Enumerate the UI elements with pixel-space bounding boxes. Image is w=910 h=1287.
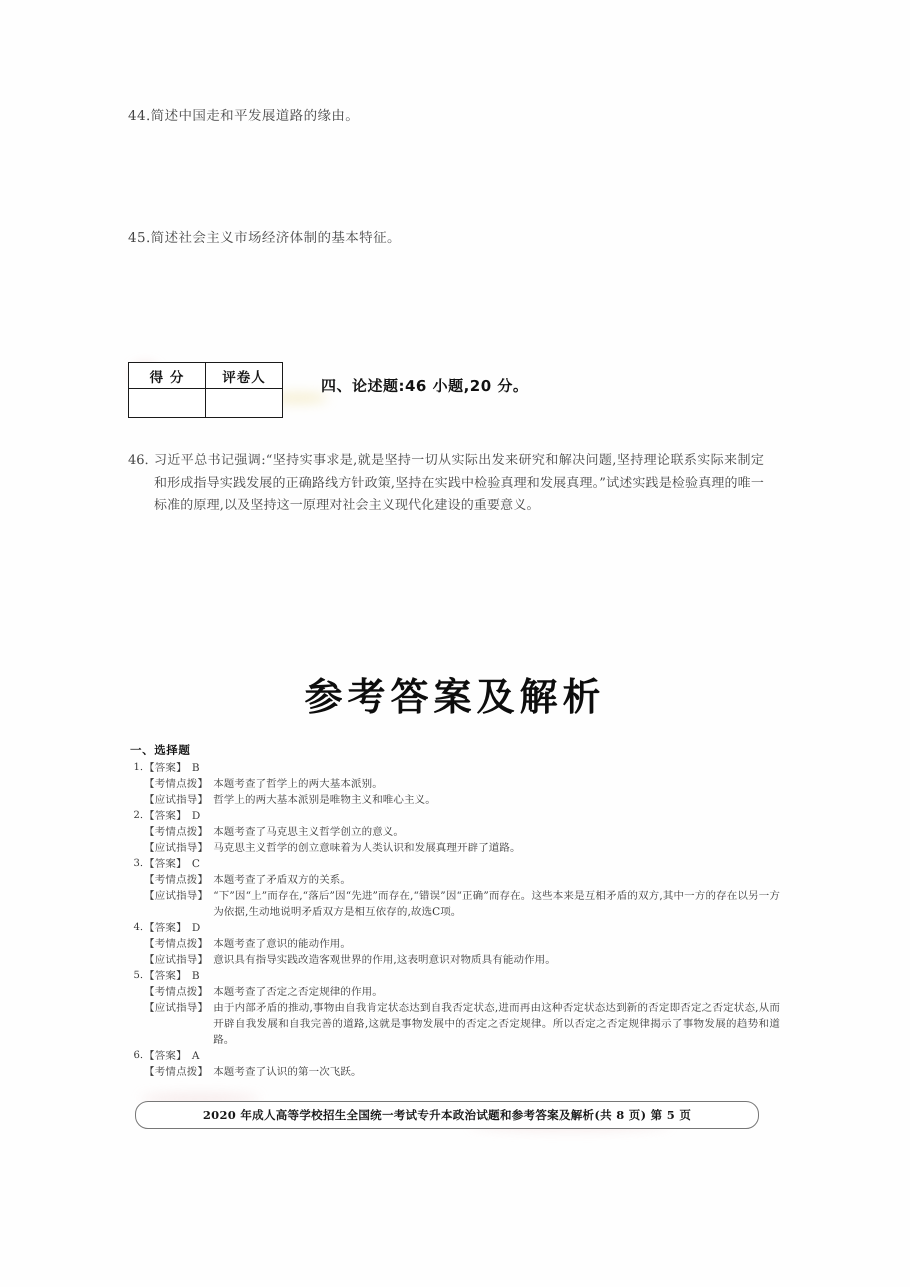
guidance-label: 【应试指导】 (144, 1002, 209, 1014)
answer-key-index: 2. (133, 810, 143, 821)
exam-point-label: 【考情点拨】 (144, 938, 209, 950)
answer-key-item (130, 920, 780, 968)
guidance-label: 【应试指导】 (144, 794, 209, 806)
question-46-text: 习近平总书记强调:“坚持实事求是,就是坚持一切从实际出发来研究和解决问题,坚持理论联系实际来制定和形成指导实践发展的正确路线方针政策,坚持在实践中检验真理和发展真理。”试述实践是检验真理的唯一标准的原理,以及坚持这一原理对社会主义现代化建设的重要意义。 (154, 453, 764, 513)
grader-value-cell[interactable] (206, 389, 283, 418)
score-table-body-row (129, 389, 283, 418)
answer-key-row (130, 824, 780, 840)
question-45 (128, 228, 768, 248)
answer-key-row (130, 920, 780, 936)
answer-value: D (191, 922, 201, 934)
exam-point-label: 【考情点拨】 (144, 778, 209, 790)
answer-key-row (130, 856, 780, 872)
answer-label: 【答案】 (144, 922, 187, 934)
section-title: 四、论述题:46 小题,20 分。 (321, 377, 529, 395)
guidance-label: 【应试指导】 (144, 890, 209, 902)
answer-key-row (130, 1048, 780, 1064)
answer-label: 【答案】 (144, 810, 187, 822)
answer-key-row (130, 888, 780, 920)
answer-label: 【答案】 (144, 970, 187, 982)
answer-value: C (191, 858, 200, 870)
exam-point-text: 本题考查了马克思主义哲学创立的意义。 (213, 826, 405, 838)
answer-key-row (130, 984, 780, 1000)
exam-point-label: 【考情点拨】 (144, 826, 209, 838)
exam-point-label: 【考情点拨】 (144, 1066, 209, 1078)
question-45-line (128, 228, 768, 248)
exam-point-text: 本题考查了哲学上的两大基本派别。 (213, 778, 383, 790)
exam-point-text: 本题考查了认识的第一次飞跃。 (213, 1066, 362, 1078)
question-44-text: 简述中国走和平发展道路的缘由。 (150, 108, 360, 124)
answer-key-row (130, 936, 780, 952)
answer-key-row (130, 1000, 780, 1048)
answers-section-title: 参考答案及解析 (304, 674, 606, 719)
answer-key-row (130, 968, 780, 984)
question-45-text: 简述社会主义市场经济体制的基本特征。 (150, 230, 401, 246)
answer-key-row (130, 792, 780, 808)
question-46 (128, 450, 764, 518)
answer-key-row (130, 760, 780, 776)
question-44-line (128, 106, 768, 126)
answer-key-item (130, 856, 780, 920)
answer-key-index: 4. (133, 922, 143, 933)
exam-point-text: 本题考查了意识的能动作用。 (213, 938, 352, 950)
answer-value: D (191, 810, 201, 822)
answer-key-row (130, 1064, 780, 1080)
grader-header-cell: 评卷人 (206, 363, 283, 389)
answer-key-index: 5. (133, 970, 143, 981)
page-footer-banner (135, 1101, 759, 1129)
score-value-cell[interactable] (129, 389, 206, 418)
question-44-number: 44. (128, 108, 151, 124)
score-header-cell: 得 分 (129, 363, 206, 389)
answer-value: B (191, 970, 200, 982)
guidance-label: 【应试指导】 (144, 954, 209, 966)
answer-key-row (130, 872, 780, 888)
section-header-row (128, 362, 528, 418)
guidance-label: 【应试指导】 (144, 842, 209, 854)
score-table (128, 362, 283, 418)
answer-key-item (130, 760, 780, 808)
answer-key-index: 3. (133, 858, 143, 869)
exam-point-label: 【考情点拨】 (144, 986, 209, 998)
answer-key-list (130, 760, 780, 1080)
answer-key-row (130, 952, 780, 968)
exam-point-text: 本题考查了否定之否定规律的作用。 (213, 986, 383, 998)
answer-label: 【答案】 (144, 762, 187, 774)
guidance-text: 马克思主义哲学的创立意味着为人类认识和发展真理开辟了道路。 (213, 842, 521, 854)
answer-value: B (191, 762, 200, 774)
answer-key-row (130, 808, 780, 824)
footer-text: 2020 年成人高等学校招生全国统一考试专升本政治试题和参考答案及解析(共 8 页) 第 5 页 (202, 1108, 692, 1122)
exam-point-label: 【考情点拨】 (144, 874, 209, 886)
question-46-number: 46. (128, 453, 149, 468)
score-table-header-row (129, 363, 283, 389)
answer-key-index: 6. (133, 1050, 143, 1061)
guidance-text: 由于内部矛盾的推动,事物由自我肯定状态达到自我否定状态,进而再由这种否定状态达到新的否定即否定之否定状态,从而开辟自我发展和自我完善的道路,这就是事物发展中的否定之否定规律。所以否定之否定规律揭示了事物发展的趋势和道路。 (213, 1002, 780, 1046)
guidance-text: 哲学上的两大基本派别是唯物主义和唯心主义。 (213, 794, 436, 806)
answer-value: A (191, 1050, 200, 1062)
question-44 (128, 106, 768, 126)
answer-key-heading: 一、选择题 (130, 743, 191, 757)
question-45-number: 45. (128, 230, 151, 246)
answer-key-row (130, 840, 780, 856)
answer-key-row (130, 776, 780, 792)
guidance-text: 意识具有指导实践改造客观世界的作用,这表明意识对物质具有能动作用。 (213, 954, 556, 966)
answer-key-item (130, 808, 780, 856)
answer-key-item (130, 968, 780, 1048)
exam-point-text: 本题考查了矛盾双方的关系。 (213, 874, 352, 886)
answer-label: 【答案】 (144, 858, 187, 870)
answer-key-section (130, 742, 780, 1080)
answer-key-item (130, 1048, 780, 1080)
answer-key-index: 1. (133, 762, 143, 773)
answer-label: 【答案】 (144, 1050, 187, 1062)
guidance-text: “下”因“上”而存在,“落后”因“先进”而存在,“错误”因“正确”而存在。这些本来是互相矛盾的双方,其中一方的存在以另一方为依据,生动地说明矛盾双方是相互依存的,故选C项。 (213, 890, 780, 918)
